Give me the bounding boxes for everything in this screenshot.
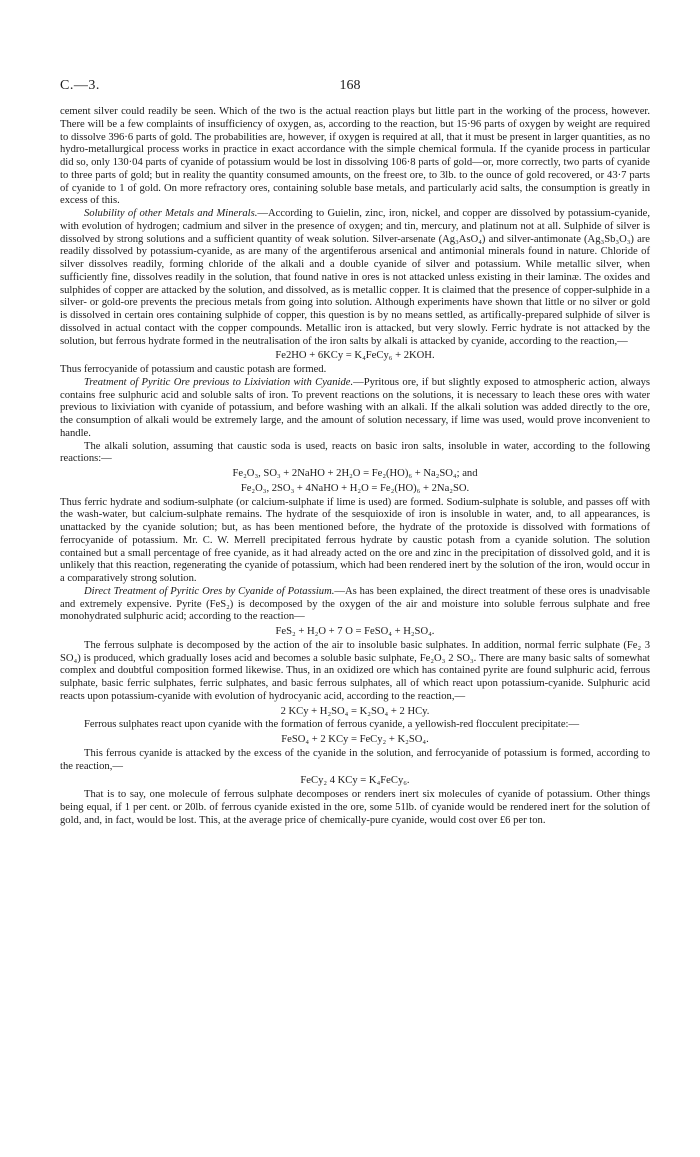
paragraph bbox=[60, 586, 650, 624]
section-heading: Treatment of Pyritic Ore previous to Lixiviation with Cyanide. bbox=[84, 376, 354, 388]
equation: Fe₂O₃, SO₃ + 2NaHO + 2H₂O = Fe₂(HO)₆ + Na₂SO₄; and bbox=[232, 468, 478, 479]
document-reference: C.—3. bbox=[60, 78, 100, 93]
section-heading: Direct Treatment of Pyritic Ores by Cyanide of Potassium. bbox=[84, 585, 335, 597]
paragraph: Thus ferric hydrate and sodium-sulphate (or calcium-sulphate if lime is used) are formed. Sodium-sulphate is soluble, and passes off with the wash-water, but calcium-sulphate remains. The hydrate of the sesquioxide of iron is insoluble in water, and, to all appearances, is unattacked by the cyanide solution; but, as has been mentioned before, the hydrate of the protoxide is dissolved with formations of ferrocyanide of potassium. Mr. C. W. Merrell precipitated ferrous hydrate by caustic potash from a cyanide solution. The solution contained but a small percentage of free cyanide, as it had already acted on the ore and zinc in the precipitation of dissolved gold, and it is unlikely that this reaction, regenerating the cyanide of potassium, which had been rendered inert by the solution of the iron, would occur in a comparatively strong solution. bbox=[60, 496, 650, 584]
paragraph bbox=[60, 208, 650, 348]
page-body bbox=[60, 106, 650, 827]
paragraph: The ferrous sulphate is decomposed by the action of the air to insoluble basic sulphates. In addition, normal ferric sulphate (Fe₂ 3 SO₄) is produced, which gradually loses acid and becomes a soluble basic sulphate, Fe₂O₃ 2 SO₃. There are many basic salts of somewhat complex and doubtful composition formed likewise. Thus, in an oxidized ore which has contained pyrite are found sulphuric acid, ferrous sulphate, basic ferric sulphates, ferric sulphates, and basic ferrous sulphates, all of which react upon potassium-cyanide. Sulphuric acid reacts upon potassium-cyanide with evolution of hydrocyanic acid, according to the reaction,— bbox=[60, 639, 650, 702]
section-heading: Solubility of other Metals and Minerals. bbox=[84, 208, 258, 219]
paragraph: This ferrous cyanide is attacked by the excess of the cyanide in the solution, and ferrocyanide of potassium is formed, according to the reaction,— bbox=[60, 747, 650, 772]
equation: FeSO₄ + 2 KCy = FeCy₂ + K₂SO₄. bbox=[281, 734, 429, 745]
equation: FeCy₂ 4 KCy = K₄FeCy₆. bbox=[300, 775, 410, 787]
equation: 2 KCy + H₂SO₄ = K₂SO₄ + 2 HCy. bbox=[280, 705, 430, 717]
page-number: 168 bbox=[339, 78, 361, 93]
paragraph-text: —As has been explained, the direct treatment of these ores is unadvisable and extremely expensive. Pyrite (FeS₂) is decomposed by the oxygen of the air and moisture into soluble ferrous sulphate and free monohydrated sulphuric acid; according to the reaction— bbox=[60, 585, 650, 623]
paragraph-text: —According to Guielin, zinc, iron, nickel, and copper are dissolved by potassium-cyanide, with evolution of hydrogen; cadmium and silver in the presence of oxygen; and tin, mercury, and platinum not at all. Sulphide of silver is dissolved by strong solutions and a sufficient quantity of weak solution. Silver-arsenate (Ag₃AsO₄) and silver-antimonate (Ag₃Sb₃O₃) are readily dissolved by potassium-cyanide, as are many of the argentiferous arsenical and antimonial minerals found in nature. Chloride of silver dissolves readily, forming chloride of the alkali and a double cyanide of silver and potassium. While metallic silver, when sufficiently fine, dissolves readily in the solution, that found native in ores is not attacked unless existing in their laminæ. The oxides and sulphides of copper are attacked by the solution, and dissolved, as is metallic copper. It is claimed that the presence of copper-sulphide in a silver- or gold-ore prevents the precious metals from going into solution. Although experiments have shown that little or no silver or gold is dissolved in certain ores containing sulphide of copper, this question is by no means settled, as artifically-prepared sulphide of silver is dissolved in actual contact with the copper compounds. Metallic iron is attacked, but very slowly. Ferric hydrate is not attacked by the solution, but ferrous hydrate formed in the neutralisation of the iron salts by alkali is attacked by cyanide, according to the reaction,— bbox=[60, 208, 651, 347]
equation: FeS₂ + H₂O + 7 O = FeSO₄ + H₂SO₄. bbox=[275, 626, 435, 637]
paragraph-text: —Pyritous ore, if but slightly exposed to atmospheric action, always contains free sulphuric acid and soluble salts of iron. To prevent reactions on the solutions, it is necessary to leach these ores with water previous to lixiviation with cyanide of potassium, and before washing with an alkali. If the alkali solution was added directly to the ore, the consumption of alkali would be extremely large, and the amount of solution necessary, if lime was used, would prove inconvenient to handle. bbox=[60, 376, 650, 439]
paragraph: Ferrous sulphates react upon cyanide with the formation of ferrous cyanide, a yellowish-red flocculent precipitate:— bbox=[84, 719, 580, 731]
paragraph: cement silver could readily be seen. Which of the two is the actual reaction plays but little part in the working of the process, however. There will be a few complaints of insufficiency of oxygen, as, according to the reaction, but 15·96 parts of oxygen by weight are required to dissolve 396·6 parts of gold. The probabilities are, however, if oxygen is required at all, that it must be present in larger quantities, as no hydro-metallurgical process works in practice in exact accordance with the simple chemical formula. If the cyanide process in particular did so, only 130·04 parts of cyanide of potassium would be lost in dissolving 106·8 parts of gold—or, more correctly, two parts of cyanide to three parts of gold; but in reality the quantity consumed amounts, on the freest ore, to 3lb. to the ounce of gold recovered, or 43·7 parts of cyanide to 1 of gold. On more refractory ores, containing soluble base metals, and particularly acid salts, the consumption is greatly in excess of this. bbox=[60, 106, 650, 207]
paragraph bbox=[60, 377, 650, 441]
equation: Fe2HO + 6KCy = K₄FeCy₆ + 2KOH. bbox=[275, 350, 435, 362]
equation: Fe₂O₃, 2SO₃ + 4NaHO + H₂O = Fe₂(HO)₆ + 2Na₂SO. bbox=[240, 482, 470, 494]
page-header bbox=[60, 78, 640, 98]
paragraph: That is to say, one molecule of ferrous sulphate decomposes or renders inert six molecules of cyanide of potassium. Other things being equal, if 1 per cent. or 20lb. of ferrous cyanide existed in the ore, some 51lb. of cyanide would be rendered inert for the solution of gold, and, in fact, would be lost. This, at the average price of chemically-pure cyanide, would cost over £6 per ton. bbox=[60, 789, 650, 826]
paragraph: Thus ferrocyanide of potassium and caustic potash are formed. bbox=[60, 364, 327, 375]
paragraph: The alkali solution, assuming that caustic soda is used, reacts on basic iron salts, insoluble in water, according to the following reactions:— bbox=[60, 440, 650, 465]
